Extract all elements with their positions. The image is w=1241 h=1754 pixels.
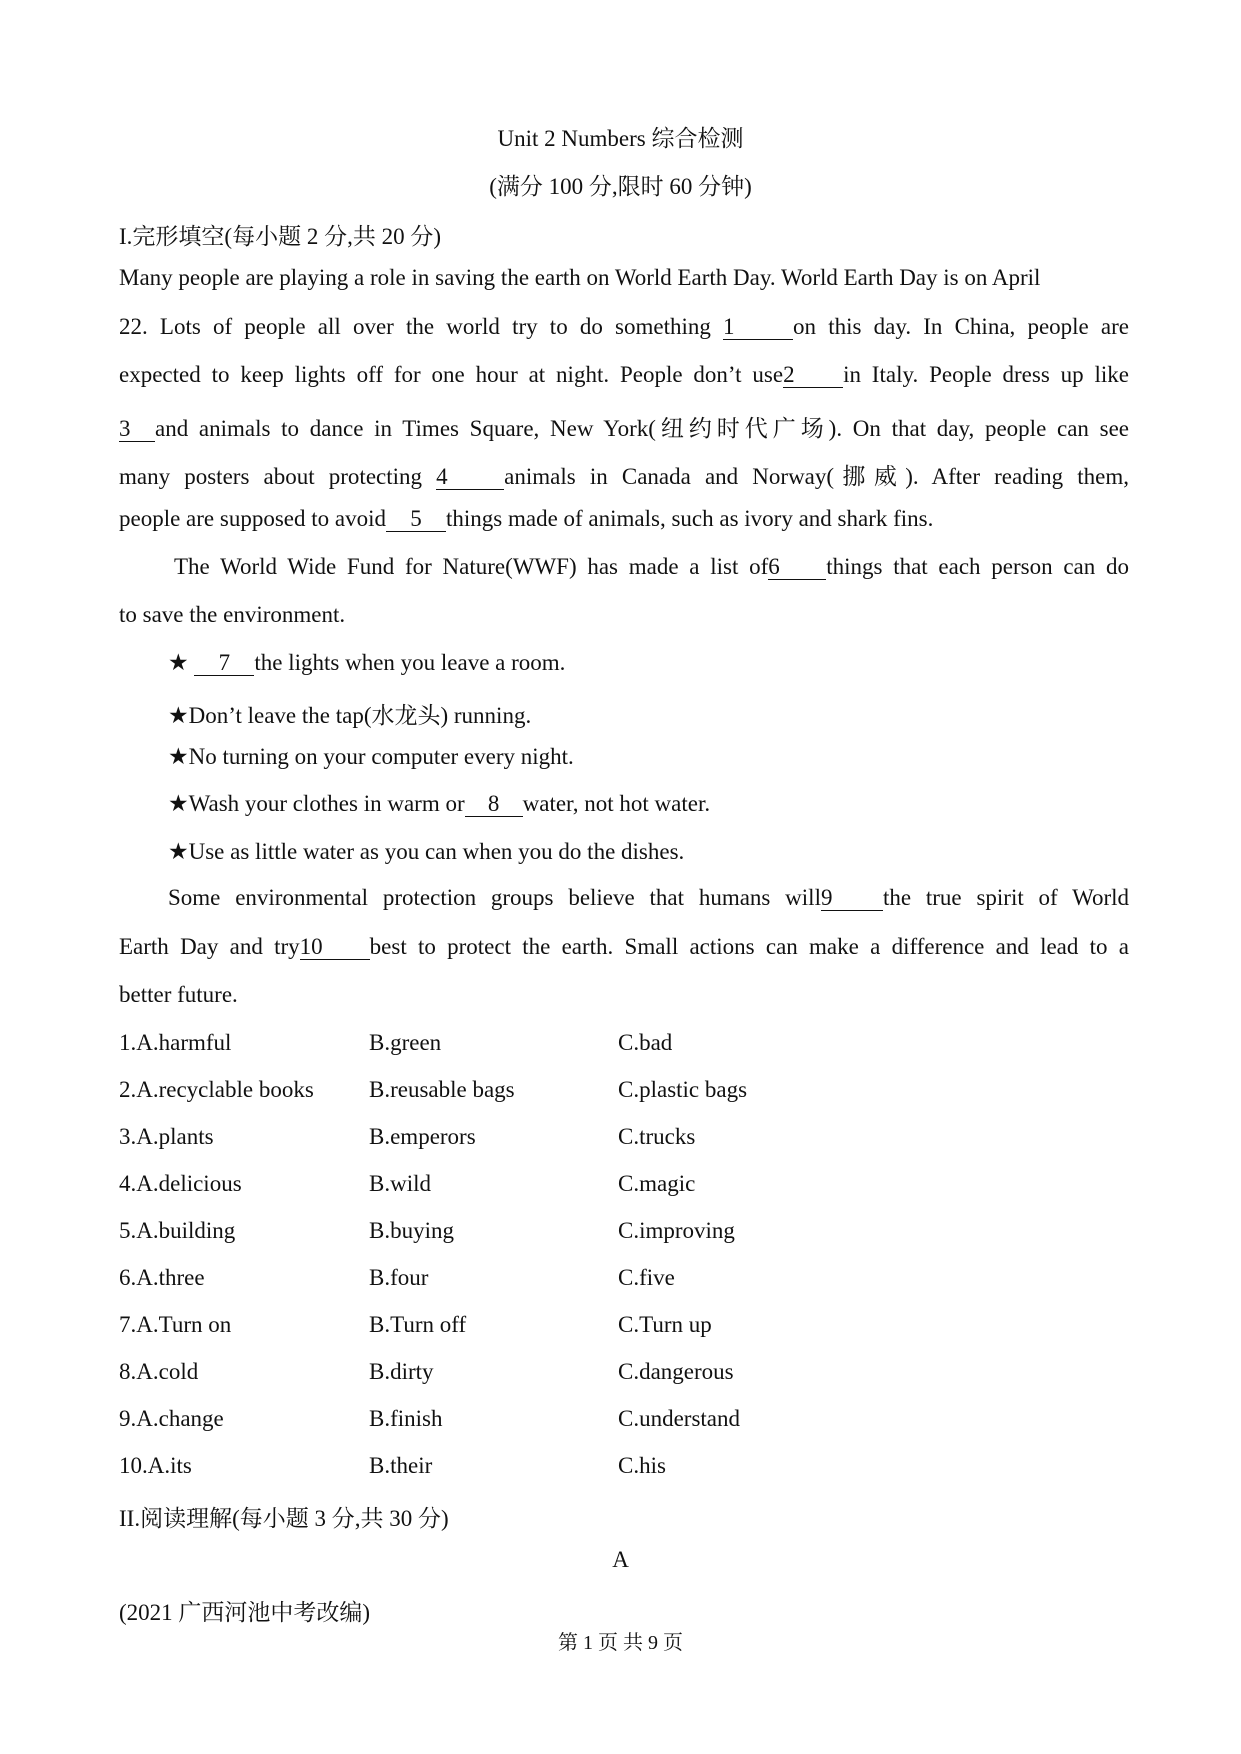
text-segment: in Italy. People dress up like [843,362,1130,387]
option-b: B.green [369,1030,442,1055]
option-b: B.four [369,1265,429,1290]
text-segment: expected to keep lights off for one hour at night. People don’t use [119,362,784,387]
text-segment: water, not hot water. [522,791,711,816]
cloze-blank-10: 10 [300,935,370,960]
option-b: B.dirty [369,1359,434,1384]
paragraph2-line2: to save the environment. [119,602,346,627]
option-b: B.emperors [369,1124,476,1149]
option-c: C.his [618,1453,666,1478]
paragraph1-line1: Many people are playing a role in saving the earth on World Earth Day. World Earth Day is on April [119,265,1041,290]
paragraph1-line2 [119,314,1129,340]
option-c: C.improving [618,1218,735,1243]
option-b: B.buying [369,1218,454,1243]
option-c: C.bad [618,1030,673,1055]
paragraph3-line2 [119,934,1129,960]
source-note: (2021 广西河池中考改编) [119,1600,371,1625]
bullet-item-3: ★No turning on your computer every night. [168,744,574,769]
text-segment: on this day. In China, people are [793,314,1129,339]
option-a: 4.A.delicious [119,1171,242,1196]
section1-heading: I.完形填空(每小题 2 分,共 20 分) [119,224,441,249]
paragraph2-line1 [174,554,1129,580]
option-c: C.magic [618,1171,696,1196]
option-c: C.five [618,1265,675,1290]
text-segment: the lights when you leave a room. [254,650,566,675]
text-segment: ★Wash your clothes in warm or [168,791,465,816]
text-segment: The World Wide Fund for Nature(WWF) has made a list of [174,554,769,579]
text-segment: the true spirit of World [882,885,1129,910]
bullet-item-4 [168,791,710,817]
paragraph3-line3: better future. [119,982,238,1007]
option-a: 5.A.building [119,1218,236,1243]
text-segment: 22. Lots of people all over the world try to do something [119,314,711,339]
cloze-blank-7: 7 [194,651,254,676]
option-a: 10.A.its [119,1453,192,1478]
star-icon: ★ [168,650,189,675]
option-c: C.understand [618,1406,741,1431]
cloze-blank-2: 2 [783,363,843,388]
option-a: 2.A.recyclable books [119,1077,314,1102]
option-b: B.reusable bags [369,1077,515,1102]
option-c: C.plastic bags [618,1077,748,1102]
option-a: 9.A.change [119,1406,224,1431]
text-segment: and animals to dance in Times Square, New York(纽约时代广场). On that day, people can see [155,416,1129,441]
option-a: 1.A.harmful [119,1030,232,1055]
page-subtitle: (满分 100 分,限时 60 分钟) [489,174,752,199]
cloze-blank-4: 4 [436,465,504,490]
paragraph3-line1 [168,885,1129,911]
section2-heading: II.阅读理解(每小题 3 分,共 30 分) [119,1506,449,1531]
option-b: B.finish [369,1406,443,1431]
cloze-blank-9: 9 [821,886,883,911]
option-b: B.Turn off [369,1312,467,1337]
bullet-item-1 [168,650,565,676]
page-footer: 第 1 页 共 9 页 [558,1632,683,1654]
text-segment: Earth Day and try [119,934,300,959]
text-segment: people are supposed to avoid [119,506,386,531]
cloze-blank-6: 6 [768,555,826,580]
bullet-item-5: ★Use as little water as you can when you do the dishes. [168,839,685,864]
cloze-blank-3: 3 [119,417,155,442]
cloze-blank-5: 5 [386,507,446,532]
option-a: 8.A.cold [119,1359,199,1384]
option-c: C.dangerous [618,1359,734,1384]
text-segment: Some environmental protection groups believe that humans will [168,885,821,910]
option-b: B.wild [369,1171,431,1196]
option-a: 6.A.three [119,1265,205,1290]
option-c: C.Turn up [618,1312,712,1337]
option-a: 3.A.plants [119,1124,214,1149]
paragraph1-line5 [119,458,1129,491]
cloze-blank-8: 8 [465,792,523,817]
text-segment: animals in Canada and Norway(挪威). After reading them, [504,464,1129,489]
page-title: Unit 2 Numbers 综合检测 [497,126,744,151]
paragraph1-line4 [119,410,1129,443]
cloze-blank-1: 1 [723,315,793,340]
section2-part-label: A [612,1547,629,1572]
text-segment: things made of animals, such as ivory and shark fins. [445,506,934,531]
paragraph1-line6 [119,506,933,532]
option-b: B.their [369,1453,433,1478]
text-segment: many posters about protecting [119,464,423,489]
text-segment: things that each person can do [826,554,1129,579]
text-segment: best to protect the earth. Small actions can make a difference and lead to a [369,934,1129,959]
bullet-item-2: ★Don’t leave the tap(水龙头) running. [168,703,532,728]
option-c: C.trucks [618,1124,696,1149]
paragraph1-line3 [119,362,1129,388]
option-a: 7.A.Turn on [119,1312,232,1337]
